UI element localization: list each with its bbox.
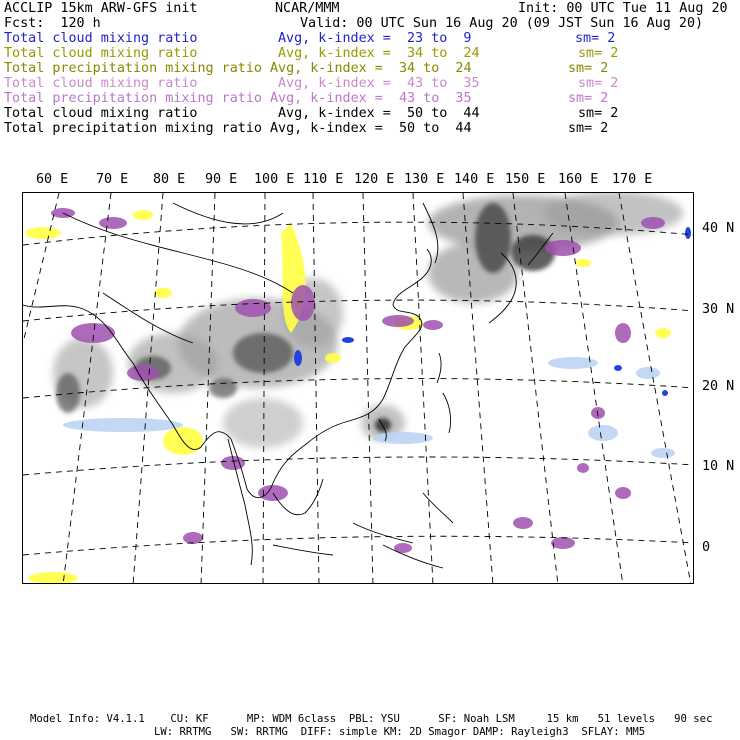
- model-info-line-2: LW: RRTMG SW: RRTMG DIFF: simple KM: 2D Smagor DAMP: Rayleigh3 SFLAY: MM5: [154, 726, 646, 738]
- lon-label: 160 E: [558, 172, 599, 187]
- lat-label: 30 N: [702, 302, 735, 317]
- field-6-sm: sm= 2: [578, 106, 619, 121]
- lon-label: 110 E: [303, 172, 344, 187]
- field-7-avg: Avg, k-index = 50 to 44: [270, 121, 472, 136]
- field-4-sm: sm= 2: [578, 76, 619, 91]
- field-1-name: Total cloud mixing ratio: [4, 31, 198, 46]
- lat-label: 10 N: [702, 459, 735, 474]
- field-6-name: Total cloud mixing ratio: [4, 106, 198, 121]
- field-2-name: Total cloud mixing ratio: [4, 46, 198, 61]
- field-3-name: Total precipitation mixing ratio: [4, 61, 262, 76]
- field-7-name: Total precipitation mixing ratio: [4, 121, 262, 136]
- lat-label: 40 N: [702, 221, 735, 236]
- field-6-avg: Avg, k-index = 50 to 44: [278, 106, 480, 121]
- field-3-avg: Avg, k-index = 34 to 24: [270, 61, 472, 76]
- lat-label: 0: [702, 540, 711, 555]
- lon-label: 100 E: [254, 172, 295, 187]
- init-time: Init: 00 UTC Tue 11 Aug 20: [518, 1, 728, 16]
- lat-label: 20 N: [702, 379, 735, 394]
- field-5-sm: sm= 2: [568, 91, 609, 106]
- lon-label: 80 E: [153, 172, 186, 187]
- cloud-mid-layer: [53, 193, 683, 448]
- field-3-sm: sm= 2: [568, 61, 609, 76]
- field-4-avg: Avg, k-index = 43 to 35: [278, 76, 480, 91]
- map-canvas: [23, 193, 694, 584]
- model-info-line-1: Model Info: V4.1.1 CU: KF MP: WDM 6class PBL: YSU SF: Noah LSM 15 km 51 levels 90 sec: [30, 713, 713, 725]
- field-5-avg: Avg, k-index = 43 to 35: [270, 91, 472, 106]
- field-7-sm: sm= 2: [568, 121, 609, 136]
- model-title: ACCLIP 15km ARW-GFS init: [4, 1, 198, 16]
- forecast-hour: Fcst: 120 h: [4, 16, 101, 31]
- field-2-avg: Avg, k-index = 34 to 24: [278, 46, 480, 61]
- field-1-avg: Avg, k-index = 23 to 9: [278, 31, 472, 46]
- lon-label: 90 E: [205, 172, 238, 187]
- lon-label: 170 E: [612, 172, 653, 187]
- lon-label: 60 E: [36, 172, 69, 187]
- lon-label: 70 E: [96, 172, 129, 187]
- lon-label: 130 E: [404, 172, 445, 187]
- lon-label: 150 E: [505, 172, 546, 187]
- lon-label: 140 E: [454, 172, 495, 187]
- field-5-name: Total precipitation mixing ratio: [4, 91, 262, 106]
- lon-label: 120 E: [354, 172, 395, 187]
- valid-time: Valid: 00 UTC Sun 16 Aug 20 (09 JST Sun 16 Aug 20): [300, 16, 704, 31]
- forecast-map: [22, 192, 694, 584]
- field-4-name: Total cloud mixing ratio: [4, 76, 198, 91]
- yellow-cloud-fields: [25, 210, 671, 584]
- field-2-sm: sm= 2: [578, 46, 619, 61]
- field-1-sm: sm= 2: [575, 31, 616, 46]
- organization: NCAR/MMM: [275, 1, 340, 16]
